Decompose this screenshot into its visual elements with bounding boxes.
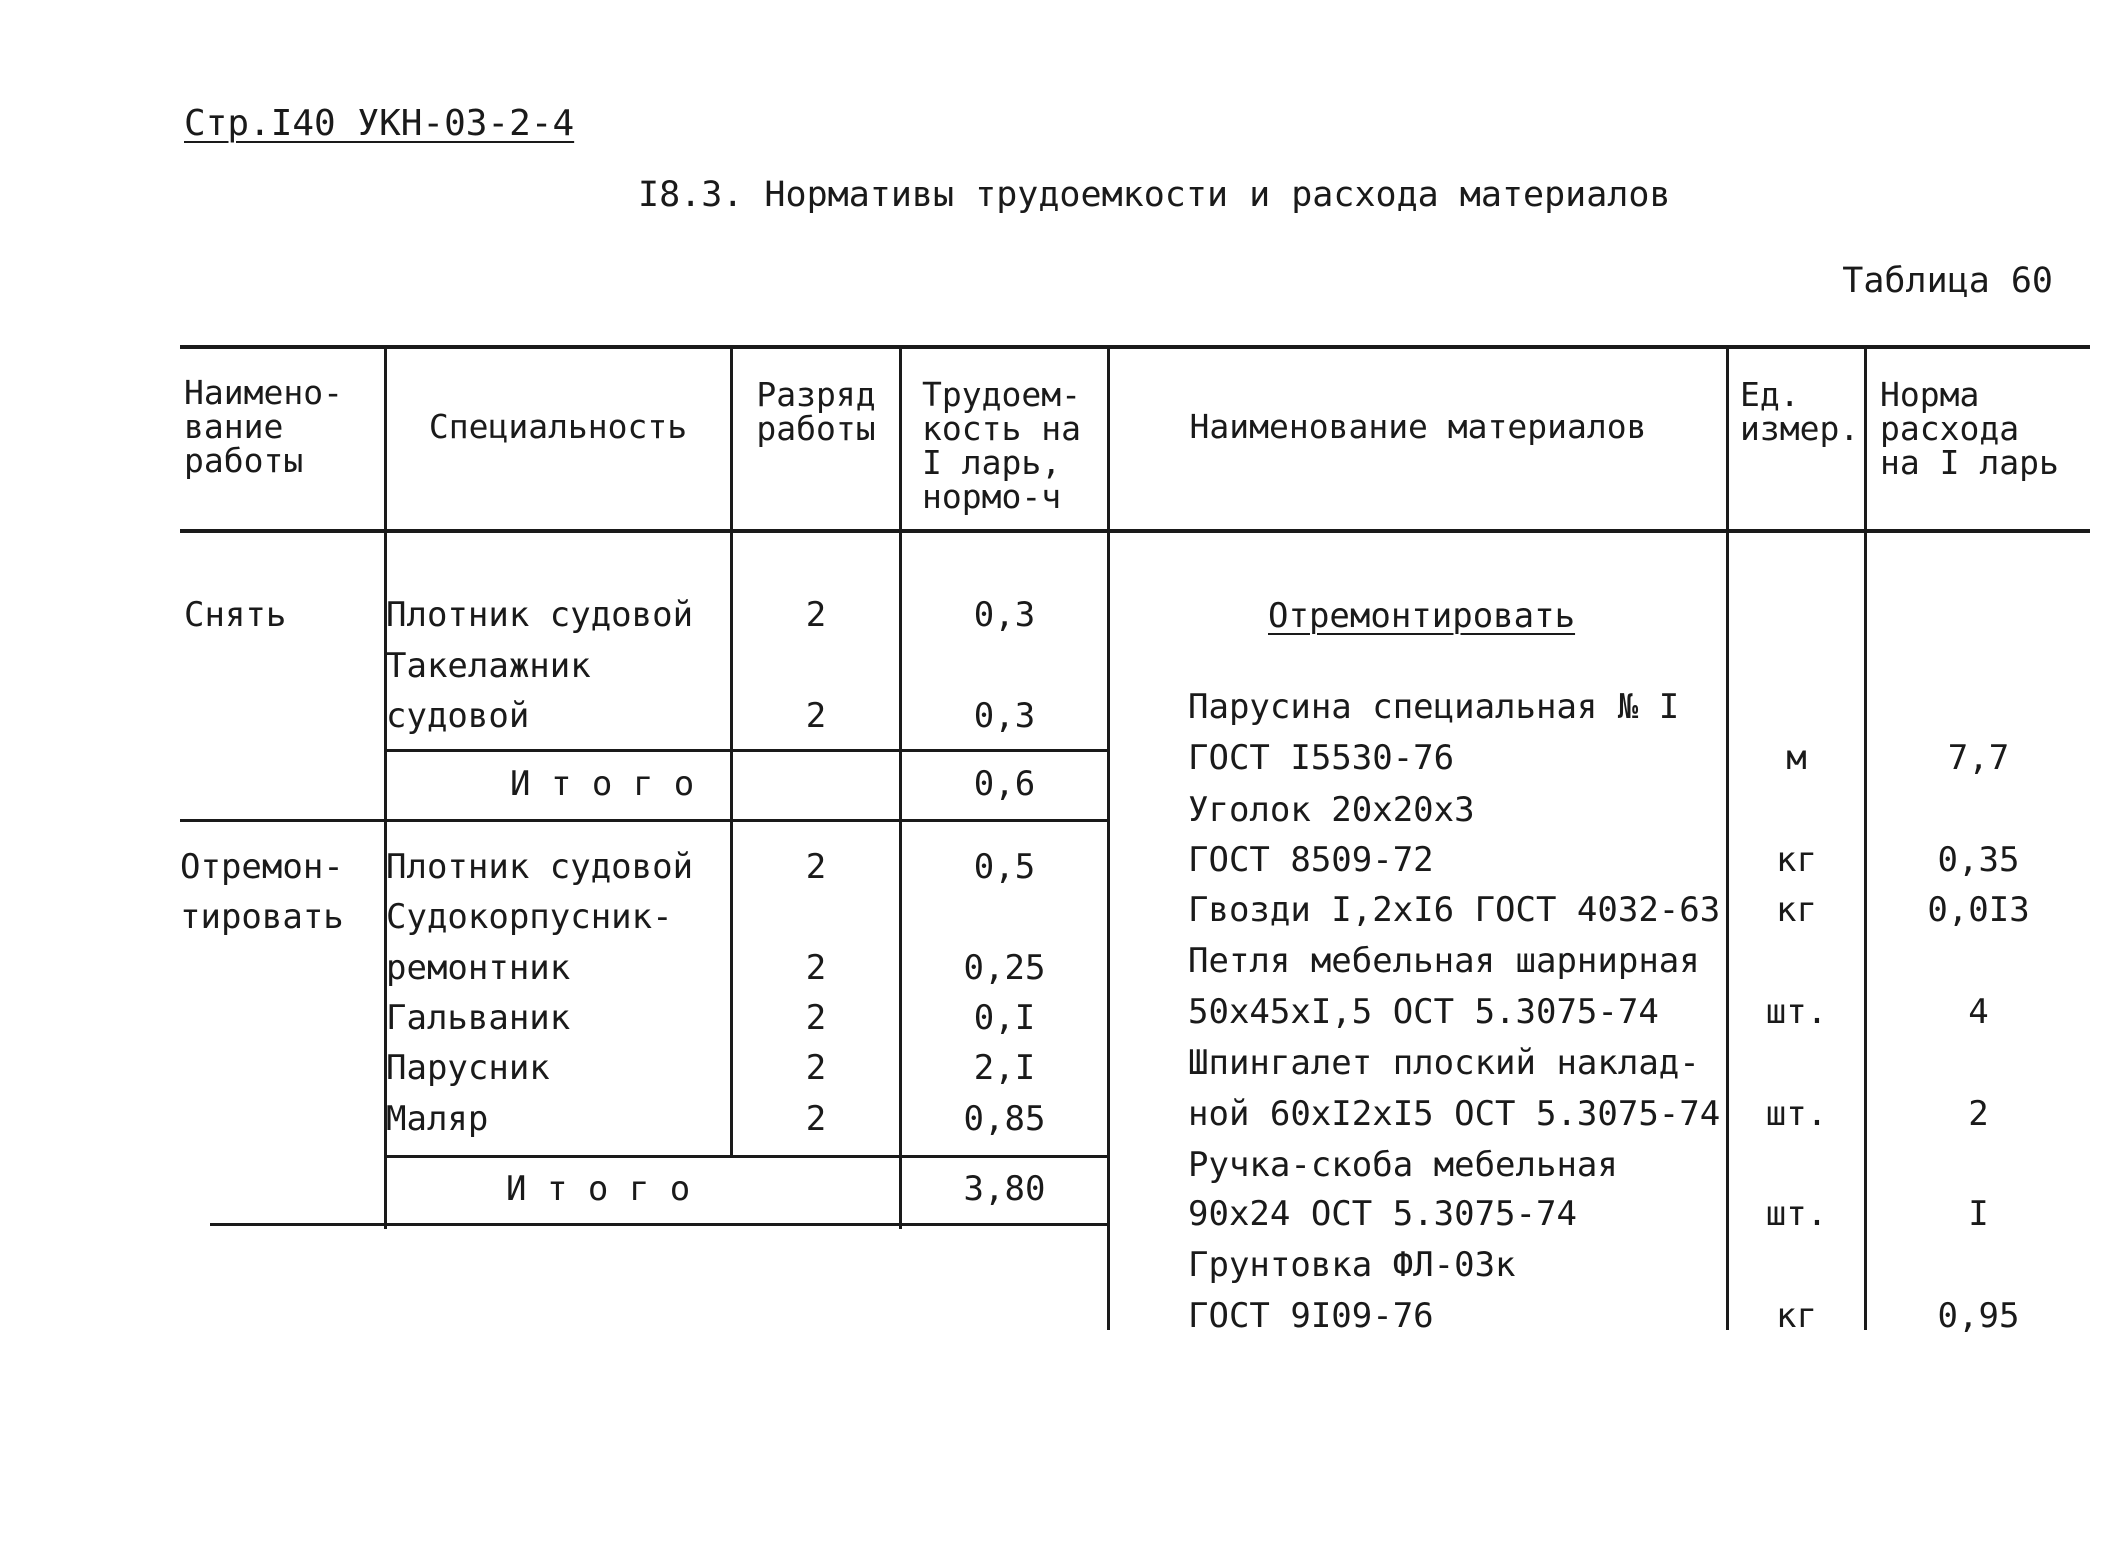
col-rule-6 <box>1864 347 1867 1330</box>
material-name: 50х45хI,5 ОСТ 5.3075-74 <box>1188 992 1659 1032</box>
material-name: ГОСТ 8509-72 <box>1188 840 1434 880</box>
hours-cell: 0,85 <box>963 1099 1046 1139</box>
unit-cell: шт. <box>1765 1094 1828 1134</box>
specialty-cell: Судокорпусник- <box>386 897 673 937</box>
material-name: ной 60хI2хI5 ОСТ 5.3075-74 <box>1188 1094 1721 1134</box>
hours-cell: 0,5 <box>973 847 1036 887</box>
col-header-unit: Ед. измер. <box>1740 375 1860 448</box>
hours-cell: 0,I <box>973 998 1036 1038</box>
work-name: Отремон- <box>180 847 344 887</box>
material-name: Петля мебельная шарнирная <box>1188 941 1700 981</box>
col-header-materials: Наименование материалов <box>1189 407 1647 446</box>
specialty-cell: судовой <box>386 696 530 736</box>
col-header-norm: Норма расхода на I ларь <box>1880 375 2059 482</box>
unit-cell: м <box>1786 738 1807 778</box>
grade-cell: 2 <box>805 1099 827 1139</box>
col-header-labor: Трудоем- кость на I ларь, нормо-ч <box>922 375 1081 516</box>
col-header-specialty: Специальность <box>428 407 688 446</box>
header-bottom-rule <box>180 529 2090 533</box>
grade-cell: 2 <box>805 595 827 635</box>
work-name: Снять <box>184 595 287 635</box>
table-label: Таблица 60 <box>1842 261 2053 301</box>
material-name: Шпингалет плоский наклад- <box>1188 1043 1700 1083</box>
subtotal-rule-2 <box>384 1155 1107 1158</box>
material-name: Уголок 20х20х3 <box>1188 790 1475 830</box>
hours-cell: 0,25 <box>963 948 1046 988</box>
table-top-rule <box>180 345 2090 349</box>
norm-cell: 0,0I3 <box>1927 890 2030 930</box>
norm-cell: 7,7 <box>1947 738 2010 778</box>
norm-cell: I <box>1968 1194 1989 1234</box>
materials-heading: Отремонтировать <box>1268 596 1576 636</box>
material-name: 90х24 ОСТ 5.3075-74 <box>1188 1194 1577 1234</box>
grade-cell: 2 <box>805 948 827 988</box>
section-title: I8.3. Нормативы трудоемкости и расхода материалов <box>638 175 1671 215</box>
col-rule-1 <box>384 347 387 1229</box>
material-name: Парусина специальная № I <box>1188 687 1680 727</box>
material-name: ГОСТ I5530-76 <box>1188 738 1455 778</box>
specialty-cell: ремонтник <box>386 948 571 988</box>
group-rule-1 <box>180 819 1107 822</box>
unit-cell: кг <box>1776 890 1817 930</box>
hours-cell: 0,3 <box>973 696 1036 736</box>
total-value: 3,80 <box>963 1169 1046 1209</box>
norm-cell: 4 <box>1968 992 1989 1032</box>
col-rule-5 <box>1726 347 1729 1330</box>
unit-cell: шт. <box>1765 1194 1828 1234</box>
material-name: ГОСТ 9I09-76 <box>1188 1296 1434 1336</box>
total-label: И т о г о <box>510 764 695 804</box>
total-label: И т о г о <box>506 1169 691 1209</box>
col-rule-4 <box>1107 347 1110 1330</box>
material-name: Ручка-скоба мебельная <box>1188 1145 1618 1185</box>
grade-cell: 2 <box>805 847 827 887</box>
specialty-cell: Парусник <box>386 1048 550 1088</box>
hours-cell: 2,I <box>973 1048 1036 1088</box>
page-reference: Стр.I40 УКН-03-2-4 <box>184 103 575 144</box>
specialty-cell: Плотник судовой <box>386 847 694 887</box>
unit-cell: кг <box>1776 1296 1817 1336</box>
hours-cell: 0,3 <box>973 595 1036 635</box>
col-header-work: Наимено- вание работы <box>184 373 343 480</box>
unit-cell: кг <box>1776 840 1817 880</box>
subtotal-rule-1 <box>384 749 1107 752</box>
specialty-cell: Гальваник <box>386 998 571 1038</box>
col-rule-2 <box>730 347 733 1157</box>
norm-cell: 0,95 <box>1937 1296 2020 1336</box>
unit-cell: шт. <box>1765 992 1828 1032</box>
specialty-cell: Плотник судовой <box>386 595 694 635</box>
grade-cell: 2 <box>805 998 827 1038</box>
norm-cell: 0,35 <box>1937 840 2020 880</box>
grade-cell: 2 <box>805 696 827 736</box>
group-rule-2 <box>210 1223 1107 1226</box>
material-name: Грунтовка ФЛ-03к <box>1188 1245 1516 1285</box>
specialty-cell: Маляр <box>386 1099 489 1139</box>
norm-cell: 2 <box>1968 1094 1989 1134</box>
material-name: Гвозди I,2хI6 ГОСТ 4032-63 <box>1188 890 1721 930</box>
specialty-cell: Такелажник <box>386 646 591 686</box>
work-name: тировать <box>180 897 344 937</box>
col-header-grade: Разряд работы <box>756 375 876 448</box>
grade-cell: 2 <box>805 1048 827 1088</box>
total-value: 0,6 <box>973 764 1036 804</box>
